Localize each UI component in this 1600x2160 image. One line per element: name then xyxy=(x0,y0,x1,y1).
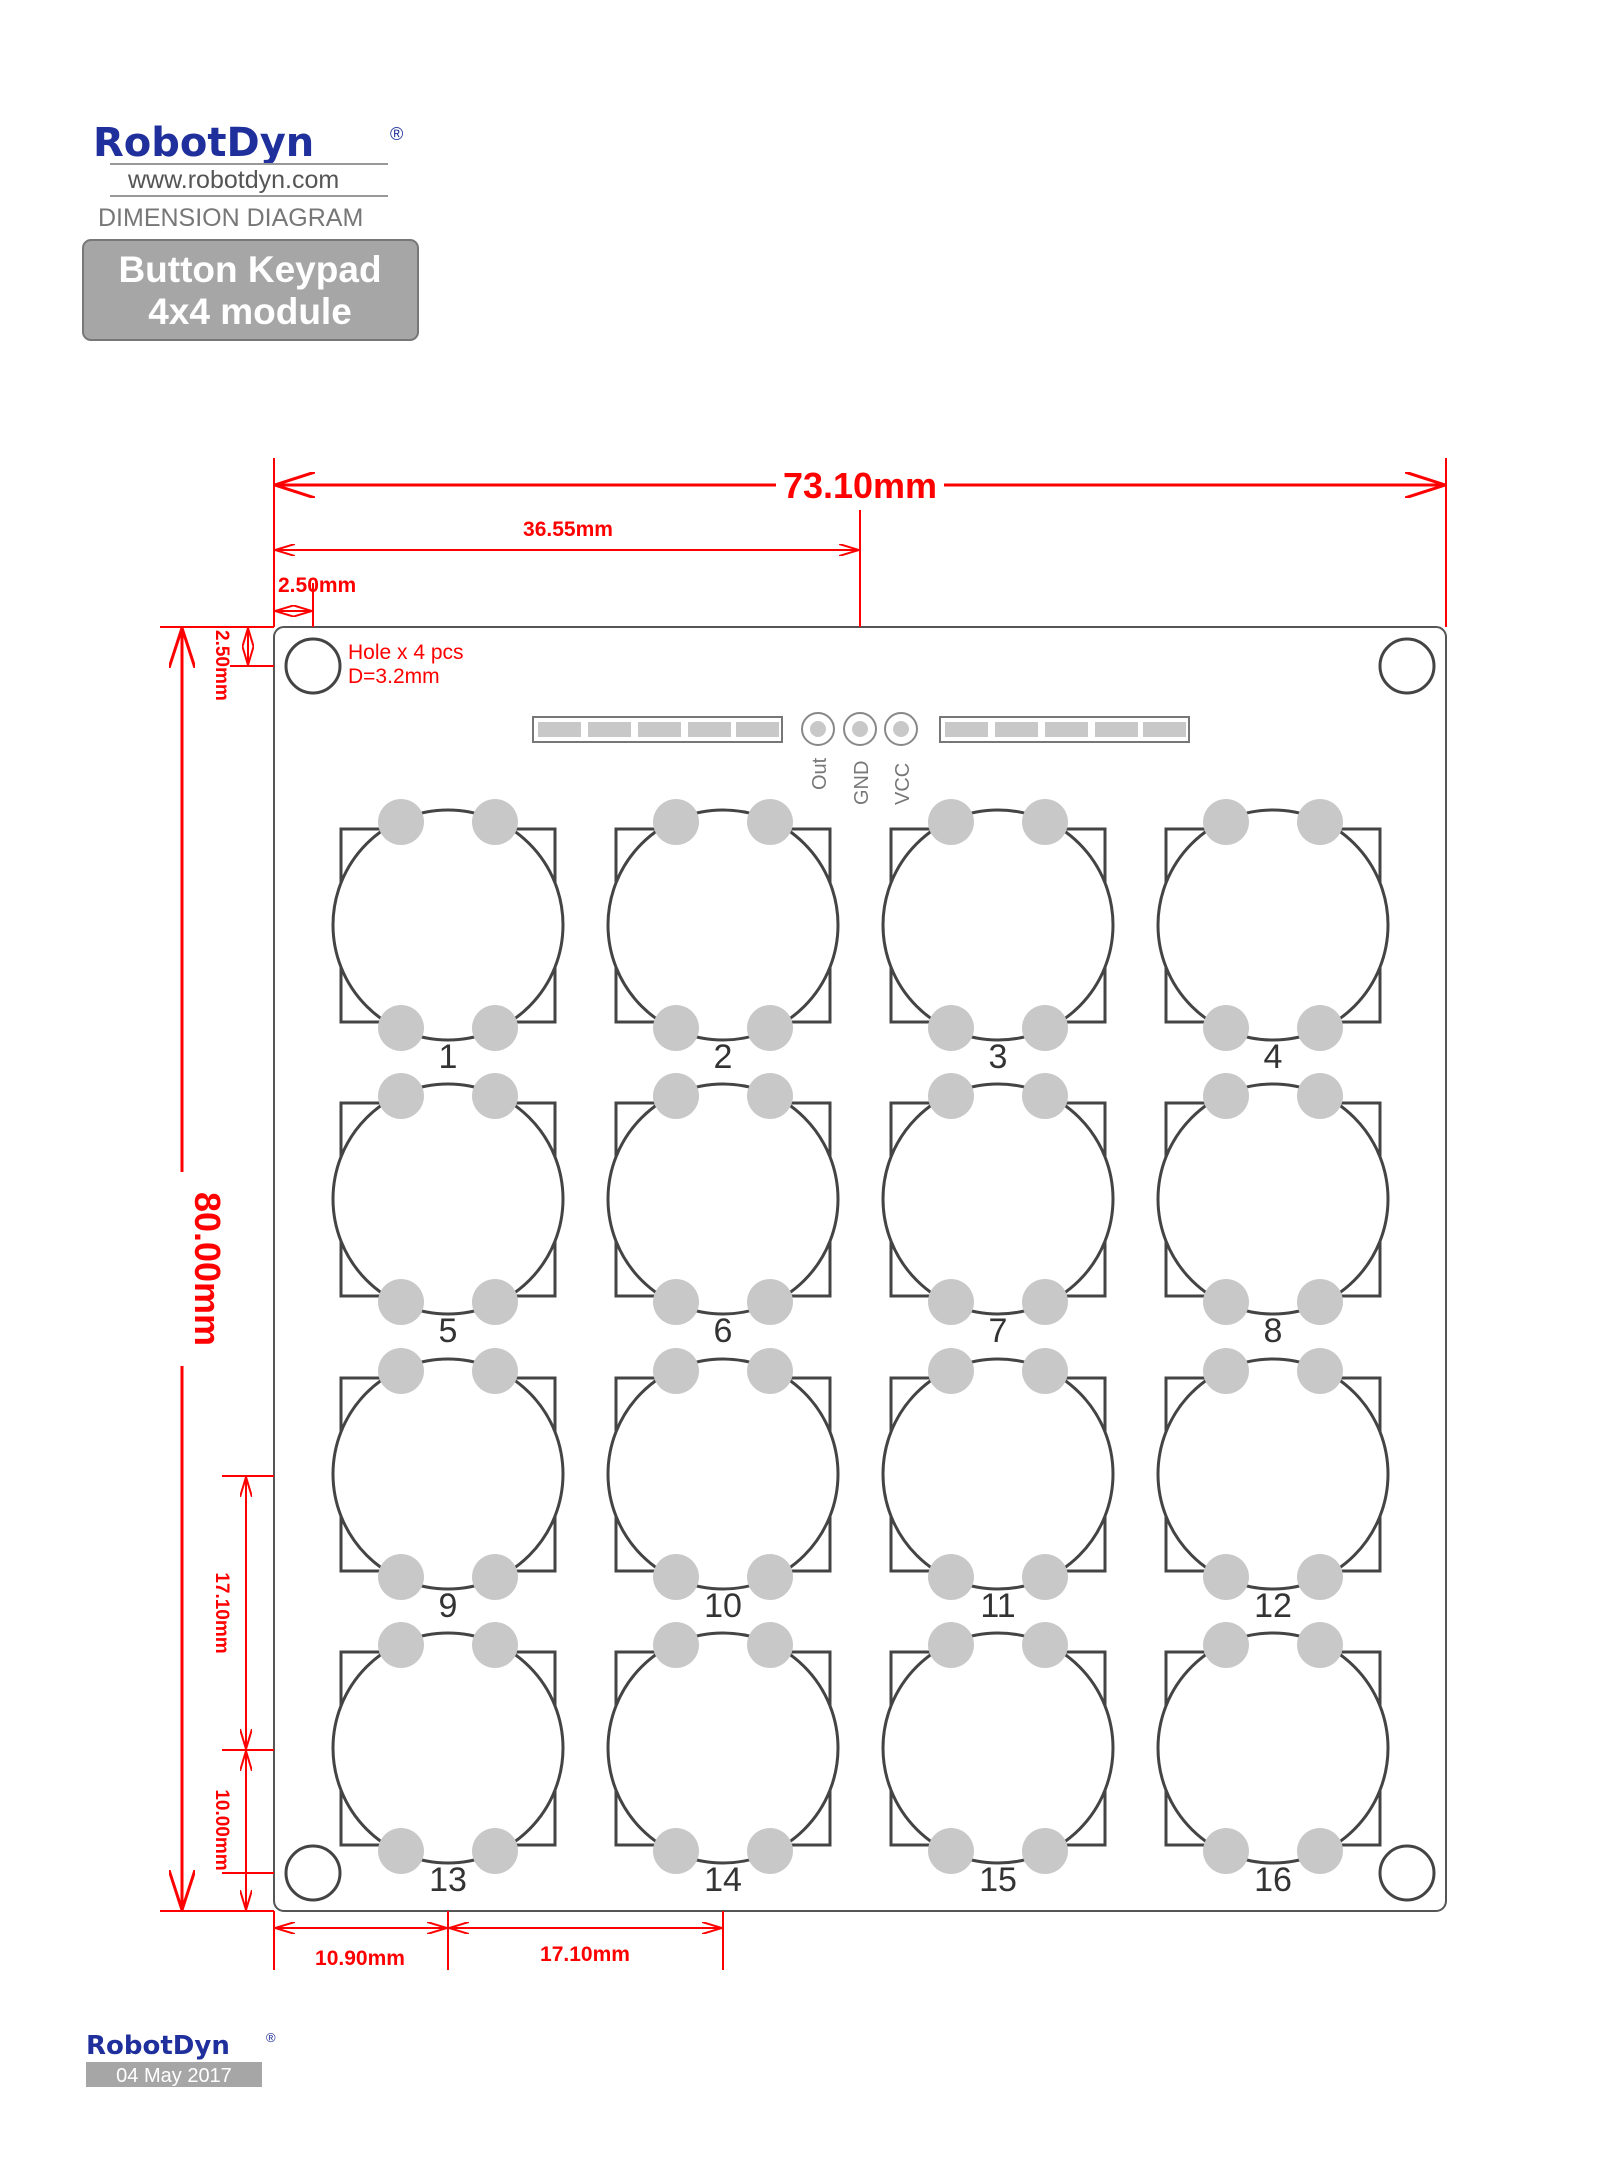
footer-registered-mark: ® xyxy=(266,2030,276,2045)
solder-pad xyxy=(378,1005,424,1051)
solder-pad xyxy=(928,1005,974,1051)
solder-pad xyxy=(378,1348,424,1394)
solder-pad xyxy=(378,799,424,845)
solder-pad xyxy=(928,1348,974,1394)
solder-pad xyxy=(747,1005,793,1051)
doc-type-label: DIMENSION DIAGRAM xyxy=(98,204,364,232)
solder-pad xyxy=(747,1279,793,1325)
solder-pad xyxy=(1022,799,1068,845)
button-number: 13 xyxy=(429,1861,467,1899)
dim-bottom-offset: 10.00mm xyxy=(211,1789,232,1871)
solder-pad xyxy=(1297,1279,1343,1325)
solder-pad xyxy=(1022,1622,1068,1668)
solder-pad xyxy=(1297,1005,1343,1051)
solder-pad xyxy=(1022,1005,1068,1051)
footer-brand-logo: RobotDyn xyxy=(86,2031,230,2061)
solder-pad xyxy=(928,1279,974,1325)
solder-pad xyxy=(653,1348,699,1394)
button-cap xyxy=(608,810,838,1040)
solder-pad xyxy=(472,799,518,845)
solder-pad xyxy=(378,1622,424,1668)
button-cap xyxy=(333,1084,563,1314)
solder-pad xyxy=(472,1073,518,1119)
solder-pad xyxy=(928,1554,974,1600)
solder-pad xyxy=(747,1348,793,1394)
title-line1: Button Keypad xyxy=(118,249,382,290)
button-number: 2 xyxy=(713,1038,733,1076)
hole-note-line1: Hole x 4 pcs xyxy=(348,641,464,664)
website-url[interactable]: www.robotdyn.com xyxy=(128,166,340,194)
brand-logo: RobotDyn xyxy=(93,120,315,166)
solder-pad xyxy=(472,1554,518,1600)
pin-label-vcc: VCC xyxy=(892,762,914,805)
hole-note-line2: D=3.2mm xyxy=(348,665,440,688)
button-number: 1 xyxy=(438,1038,458,1076)
solder-pad xyxy=(928,799,974,845)
button-number: 16 xyxy=(1254,1861,1292,1899)
button-number: 6 xyxy=(713,1312,733,1350)
solder-pad xyxy=(1297,799,1343,845)
dim-width-half: 36.55mm xyxy=(523,518,613,541)
button-number: 4 xyxy=(1263,1038,1283,1076)
pin-label-gnd: GND xyxy=(851,760,873,805)
solder-pad xyxy=(1203,799,1249,845)
button-number: 5 xyxy=(438,1312,458,1350)
button-cap xyxy=(608,1633,838,1863)
button-number: 7 xyxy=(988,1312,1008,1350)
button-cap xyxy=(883,1359,1113,1589)
button-cap xyxy=(333,1359,563,1589)
pin-strip-left xyxy=(533,717,782,742)
solder-pad xyxy=(653,1005,699,1051)
button-number: 15 xyxy=(979,1861,1017,1899)
solder-pad xyxy=(1297,1073,1343,1119)
solder-pad xyxy=(1203,1279,1249,1325)
button-number: 14 xyxy=(704,1861,742,1899)
button-cap xyxy=(608,1359,838,1589)
button-number: 8 xyxy=(1263,1312,1283,1350)
button-cap xyxy=(883,1084,1113,1314)
solder-pad xyxy=(928,1622,974,1668)
solder-pad xyxy=(472,1005,518,1051)
solder-pad xyxy=(472,1622,518,1668)
dim-row-pitch: 17.10mm xyxy=(211,1572,232,1654)
solder-pad xyxy=(472,1348,518,1394)
button-number: 10 xyxy=(704,1587,742,1625)
solder-pad xyxy=(747,1622,793,1668)
solder-pad xyxy=(472,1279,518,1325)
solder-pad xyxy=(1203,1348,1249,1394)
solder-pad xyxy=(472,1828,518,1874)
solder-pad xyxy=(747,1073,793,1119)
solder-pad xyxy=(1022,1348,1068,1394)
button-cap xyxy=(1158,1084,1388,1314)
solder-pad xyxy=(1297,1622,1343,1668)
solder-pad xyxy=(378,1279,424,1325)
solder-pad xyxy=(653,1073,699,1119)
solder-pad xyxy=(378,1073,424,1119)
pcb-board xyxy=(274,627,1446,1911)
solder-pad xyxy=(653,1554,699,1600)
solder-pad xyxy=(1297,1348,1343,1394)
registered-mark: ® xyxy=(390,124,404,144)
dim-hole-x: 2.50mm xyxy=(278,574,357,597)
solder-pad xyxy=(1203,1005,1249,1051)
button-cap xyxy=(1158,1359,1388,1589)
pin-strip-right xyxy=(940,717,1189,742)
button-cap xyxy=(883,1633,1113,1863)
solder-pad xyxy=(1203,1554,1249,1600)
solder-pad xyxy=(378,1554,424,1600)
dim-height-total: 80.00mm xyxy=(187,1191,228,1347)
solder-pad xyxy=(747,799,793,845)
solder-pad xyxy=(653,1828,699,1874)
button-number: 9 xyxy=(438,1587,458,1625)
button-cap xyxy=(333,810,563,1040)
button-cap xyxy=(608,1084,838,1314)
title-line2: 4x4 module xyxy=(148,291,352,332)
button-cap xyxy=(883,810,1113,1040)
solder-pad xyxy=(1022,1828,1068,1874)
solder-pad xyxy=(747,1828,793,1874)
solder-pad xyxy=(1022,1279,1068,1325)
solder-pad xyxy=(928,1073,974,1119)
solder-pad xyxy=(1203,1622,1249,1668)
header xyxy=(83,120,418,340)
solder-pad xyxy=(1203,1073,1249,1119)
button-cap xyxy=(1158,1633,1388,1863)
solder-pad xyxy=(653,799,699,845)
pin-label-out: Out xyxy=(809,757,831,790)
solder-pad xyxy=(1022,1554,1068,1600)
button-number: 3 xyxy=(988,1038,1008,1076)
solder-pad xyxy=(378,1828,424,1874)
solder-pad xyxy=(928,1828,974,1874)
button-cap xyxy=(1158,810,1388,1040)
solder-pad xyxy=(1022,1073,1068,1119)
footer xyxy=(86,2030,276,2087)
solder-pad xyxy=(653,1279,699,1325)
dim-left-offset: 10.90mm xyxy=(315,1947,405,1970)
dim-col-pitch: 17.10mm xyxy=(540,1943,630,1966)
solder-pad xyxy=(1297,1828,1343,1874)
button-number: 11 xyxy=(980,1587,1016,1625)
solder-pad xyxy=(747,1554,793,1600)
footer-date: 04 May 2017 xyxy=(116,2065,232,2087)
dim-hole-y: 2.50mm xyxy=(211,630,232,701)
button-number: 12 xyxy=(1254,1587,1292,1625)
button-cap xyxy=(333,1633,563,1863)
dim-width-total: 73.10mm xyxy=(782,465,938,506)
solder-pad xyxy=(1203,1828,1249,1874)
solder-pad xyxy=(653,1622,699,1668)
solder-pad xyxy=(1297,1554,1343,1600)
